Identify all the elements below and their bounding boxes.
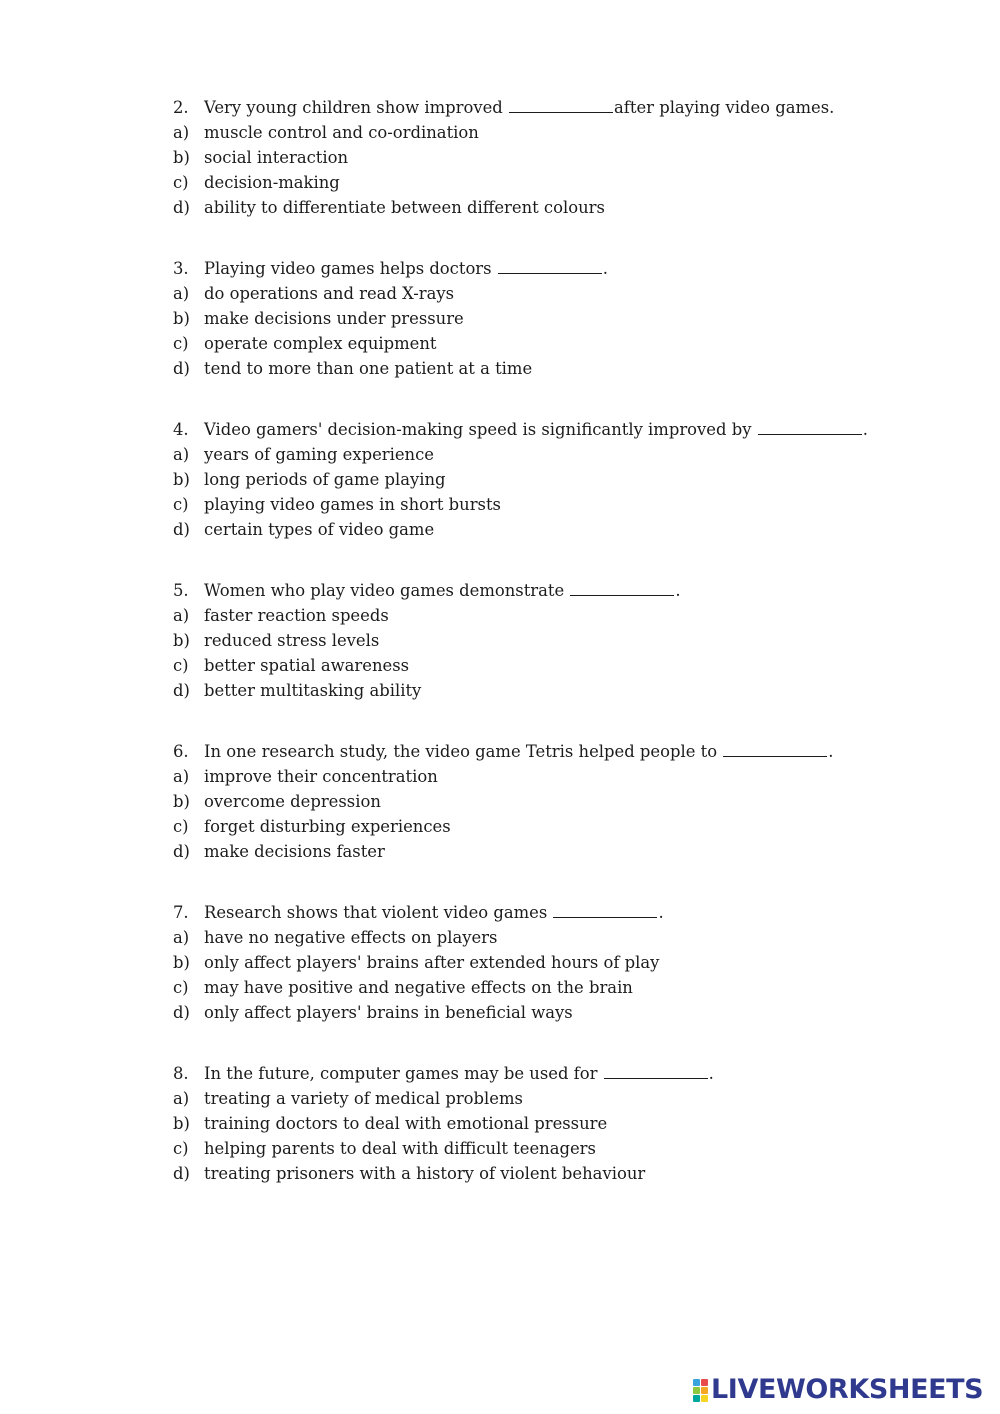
option-text: improve their concentration [204, 766, 438, 786]
option-text: forget disturbing experiences [204, 817, 451, 837]
option-letter: c) [173, 1139, 189, 1159]
answer-option[interactable] [173, 678, 933, 703]
question-text [204, 417, 933, 442]
answer-option[interactable] [173, 1000, 933, 1025]
option-text: operate complex equipment [204, 334, 437, 354]
option-letter: a) [173, 766, 190, 786]
answer-blank[interactable] [758, 418, 862, 435]
option-text: do operations and read X-rays [204, 284, 455, 304]
option-letter: d) [173, 1164, 190, 1184]
option-letter: b) [173, 631, 190, 651]
question-text [204, 1061, 933, 1086]
option-text: may have positive and negative effects on the brain [204, 978, 633, 998]
logo-square [693, 1379, 700, 1386]
question-text [204, 578, 933, 603]
option-letter: c) [173, 173, 189, 193]
option-text: overcome depression [204, 792, 381, 812]
question-stem [173, 1061, 933, 1086]
question-stem [173, 417, 933, 442]
answer-blank[interactable] [604, 1062, 708, 1079]
option-text: tend to more than one patient at a time [204, 359, 533, 379]
option-letter: a) [173, 606, 190, 625]
option-text: only affect players' brains in beneficial ways [204, 1003, 573, 1023]
answer-option[interactable] [173, 195, 933, 220]
option-text: playing video games in short bursts [204, 495, 501, 515]
option-text: training doctors to deal with emotional pressure [204, 1114, 608, 1133]
option-text: long periods of game playing [204, 470, 446, 490]
answer-option[interactable] [173, 764, 933, 789]
option-text: better spatial awareness [204, 656, 410, 676]
stem-after: . [828, 741, 834, 761]
question-stem [173, 739, 933, 764]
answer-blank[interactable] [570, 579, 674, 596]
stem-after: after playing video games. [614, 98, 835, 117]
answer-option[interactable] [173, 356, 933, 381]
answer-option[interactable] [173, 603, 933, 628]
answer-blank[interactable] [553, 901, 657, 918]
answer-option[interactable] [173, 1136, 933, 1161]
logo-square [701, 1395, 708, 1402]
liveworksheets-brand [693, 1375, 993, 1405]
logo-square [701, 1387, 708, 1394]
option-letter: a) [173, 1088, 190, 1108]
logo-square [693, 1395, 700, 1402]
option-text: decision-making [204, 173, 340, 193]
answer-option[interactable] [173, 628, 933, 653]
answer-option[interactable] [173, 814, 933, 839]
stem-before: In the future, computer games may be used for [204, 1063, 598, 1083]
question-stem [173, 578, 933, 603]
option-text: only affect players' brains after extended hours of play [204, 953, 660, 973]
option-letter: a) [173, 123, 190, 143]
option-letter: c) [173, 978, 189, 998]
answer-option[interactable] [173, 839, 933, 864]
answer-option[interactable] [173, 281, 933, 306]
answer-option[interactable] [173, 517, 933, 542]
answer-option[interactable] [173, 331, 933, 356]
option-text: treating a variety of medical problems [204, 1088, 523, 1108]
option-letter: c) [173, 495, 189, 515]
answer-blank[interactable] [723, 740, 827, 757]
option-letter: d) [173, 520, 190, 540]
question-number: 7. [173, 902, 189, 922]
answer-option[interactable] [173, 442, 933, 467]
stem-after: . [658, 902, 664, 922]
option-text: have no negative effects on players [204, 927, 498, 947]
brand-wordmark: LIVEWORKSHEETS [711, 1374, 984, 1405]
option-text: helping parents to deal with difficult teenagers [204, 1139, 596, 1159]
option-text: better multitasking ability [204, 681, 422, 701]
logo-square [693, 1387, 700, 1394]
stem-before: Playing video games helps doctors [204, 258, 492, 278]
option-letter: b) [173, 148, 190, 168]
question-number: 8. [173, 1063, 189, 1083]
option-letter: b) [173, 953, 190, 973]
option-letter: c) [173, 656, 189, 676]
option-text: ability to differentiate between different colours [204, 198, 605, 218]
option-letter: d) [173, 842, 190, 862]
answer-option[interactable] [173, 492, 933, 517]
answer-option[interactable] [173, 467, 933, 492]
question-stem [173, 95, 933, 120]
worksheet [173, 95, 933, 1222]
question-number: 6. [173, 741, 189, 761]
question-5 [173, 578, 933, 703]
question-text [204, 739, 933, 764]
question-text [204, 256, 933, 281]
option-letter: b) [173, 470, 190, 490]
question-7 [173, 900, 933, 1025]
option-letter: d) [173, 1003, 190, 1023]
question-2 [173, 95, 933, 220]
answer-option[interactable] [173, 950, 933, 975]
answer-option[interactable] [173, 306, 933, 331]
question-text [204, 900, 933, 925]
stem-before: Video gamers' decision-making speed is significantly improved by [204, 419, 752, 439]
option-letter: d) [173, 198, 190, 218]
option-letter: b) [173, 792, 190, 812]
question-3 [173, 256, 933, 381]
answer-option[interactable] [173, 789, 933, 814]
question-number: 3. [173, 258, 189, 278]
stem-after: . [602, 258, 608, 278]
option-text: years of gaming experience [204, 445, 434, 465]
question-number: 5. [173, 580, 189, 600]
answer-option[interactable] [173, 925, 933, 950]
option-letter: c) [173, 817, 189, 837]
option-letter: c) [173, 334, 189, 354]
option-text: certain types of video game [204, 520, 435, 540]
option-letter: b) [173, 1114, 190, 1133]
stem-before: Research shows that violent video games [204, 902, 548, 922]
answer-option[interactable] [173, 1161, 933, 1186]
option-letter: a) [173, 445, 190, 465]
answer-option[interactable] [173, 1111, 933, 1136]
question-text [204, 95, 933, 120]
option-letter: d) [173, 681, 190, 701]
option-text: social interaction [204, 148, 349, 168]
answer-option[interactable] [173, 120, 933, 145]
answer-option[interactable] [173, 1086, 933, 1111]
option-letter: a) [173, 284, 190, 304]
option-letter: a) [173, 927, 190, 947]
stem-before: Very young children show improved [204, 98, 503, 117]
option-text: faster reaction speeds [204, 606, 389, 625]
option-text: make decisions under pressure [204, 309, 464, 329]
answer-blank[interactable] [498, 257, 602, 274]
stem-after: . [862, 419, 868, 439]
question-6 [173, 739, 933, 864]
option-text: treating prisoners with a history of violent behaviour [204, 1164, 646, 1184]
question-stem [173, 256, 933, 281]
answer-option[interactable] [173, 975, 933, 1000]
stem-before: In one research study, the video game Tetris helped people to [204, 741, 718, 761]
answer-option[interactable] [173, 653, 933, 678]
question-8 [173, 1061, 933, 1186]
question-number: 2. [173, 98, 189, 117]
option-text: reduced stress levels [204, 631, 380, 651]
logo-square [701, 1379, 708, 1386]
question-stem [173, 900, 933, 925]
question-4 [173, 417, 933, 542]
stem-after: . [675, 580, 681, 600]
stem-after: . [708, 1063, 714, 1083]
stem-before: Women who play video games demonstrate [204, 580, 565, 600]
option-text: muscle control and co-ordination [204, 123, 479, 143]
option-letter: b) [173, 309, 190, 329]
liveworksheets-logo-icon [693, 1379, 708, 1402]
question-number: 4. [173, 419, 189, 439]
option-letter: d) [173, 359, 190, 379]
answer-blank[interactable] [509, 96, 613, 113]
answer-option[interactable] [173, 145, 933, 170]
answer-option[interactable] [173, 170, 933, 195]
option-text: make decisions faster [204, 842, 385, 862]
